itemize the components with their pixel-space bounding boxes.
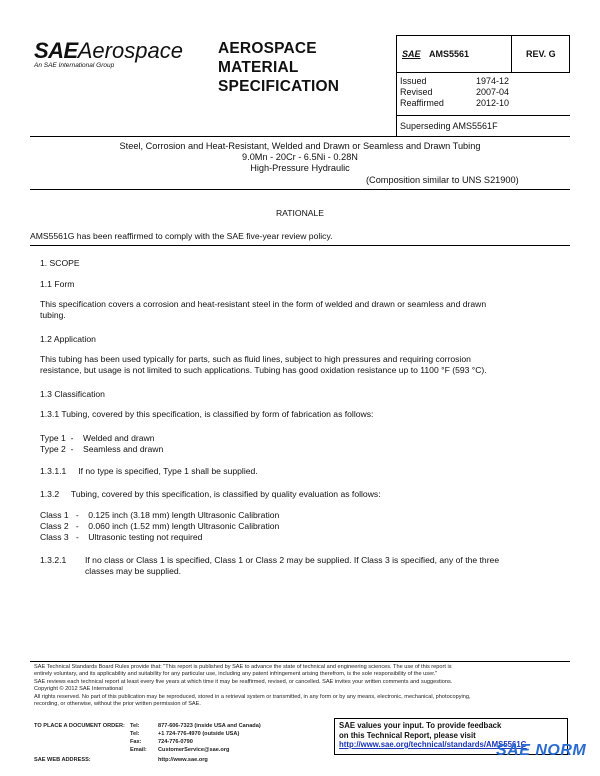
type-2-item: Type 2 - Seamless and drawn (40, 443, 164, 454)
section-1-3-2-1-line-b: classes may be supplied. (85, 565, 182, 576)
class-1-item: Class 1 - 0.125 inch (3.18 mm) length Ultrasonic Calibration (40, 510, 280, 520)
section-1-1-line-a: This specification covers a corrosion and heat-resistant steel in the form of welded and drawn or seamless and drawn (40, 299, 487, 309)
revised-value: 2007-04 (476, 87, 510, 97)
section-1-2-line-b: resistance, but usage is not limited to such applications. Tubing has good oxidation resistance up to 1100 °F (593 °C). (40, 364, 487, 375)
subject-block (30, 141, 570, 174)
subject-bottom-rule (30, 189, 570, 190)
web-value: http://www.sae.org (158, 757, 208, 763)
type-list (40, 433, 163, 455)
reaffirmed-label: Reaffirmed (400, 98, 444, 108)
footer-rights-line-b: recording, or otherwise, without the prior written permission of SAE. (34, 701, 201, 708)
revised-label: Revised (400, 87, 433, 97)
issued-label: Issued (400, 76, 427, 86)
section-1-2-heading: 1.2 Application (40, 334, 96, 344)
rationale-text: AMS5561G has been reaffirmed to comply with the SAE five-year review policy. (30, 231, 333, 241)
logo-sae-text: SAE (34, 38, 78, 63)
feedback-line-1: SAE values your input. To provide feedback (339, 721, 502, 730)
sae-norm-watermark: SAE NORM (496, 742, 587, 759)
issued-row (400, 76, 518, 86)
section-1-3-1-text: 1.3.1 Tubing, covered by this specification, is classified by form of fabrication as follows: (40, 409, 374, 419)
header-bottom-rule (30, 136, 570, 137)
header-top-rule (396, 35, 570, 36)
scope-heading: 1. SCOPE (40, 258, 80, 268)
revised-row (400, 87, 518, 97)
footer-rules-line-b: entirely voluntary, and its applicability and suitability for any particular use, including any patent infringement arising therefrom, is the sole responsibility of the user." (34, 671, 438, 678)
section-1-3-1-1-text: 1.3.1.1 If no type is specified, Type 1 shall be supplied. (40, 466, 258, 476)
section-1-3-2-1-line-a: If no class or Class 1 is specified, Class 1 or Class 2 may be supplied. If Class 3 is specified, any of the three (85, 555, 500, 565)
footer-rules-line-a: SAE Technical Standards Board Rules provide that: "This report is published by SAE to advance the state of technical and engineering sciences. The use of this report is (34, 664, 452, 670)
reaffirmed-value: 2012-10 (476, 98, 510, 108)
fax-label: Fax: (130, 739, 142, 745)
sae-logo (34, 38, 183, 64)
footer-copyright: Copyright © 2012 SAE International (34, 686, 123, 693)
footer-review-note: SAE reviews each technical report at least every five years at which time it may be reaffirmed, revised, or cancelled. SAE invites your written comments and suggestions. (34, 678, 453, 685)
fax-value: 724-776-0790 (158, 739, 193, 745)
rationale-heading: RATIONALE (275, 208, 325, 218)
title-line-1: AEROSPACE (218, 40, 317, 57)
section-1-3-2-1-number: 1.3.2.1 (40, 555, 67, 565)
email-value: CustomerService@sae.org (158, 747, 230, 753)
subject-line-2: 9.0Mn - 20Cr - 6.5Ni - 0.28N (242, 152, 358, 162)
web-label: SAE WEB ADDRESS: (34, 757, 91, 763)
revision-divider (511, 35, 512, 72)
logo-aerospace-text: Aerospace (77, 38, 183, 63)
revision-label: REV. G (526, 49, 556, 59)
title-line-3: SPECIFICATION (218, 78, 340, 95)
section-1-3-2-1-text (85, 555, 565, 577)
doc-sae-mark: SAE (402, 49, 421, 59)
tel2-label: Tel: (130, 731, 140, 737)
header-divider (396, 35, 397, 136)
feedback-line-2: on this Technical Report, please visit (339, 730, 476, 740)
document-number (402, 49, 469, 59)
tel-value: 877-606-7323 (inside USA and Canada) (158, 723, 261, 729)
rationale-bottom-rule (30, 245, 570, 246)
tel2-value: +1 724-776-4970 (outside USA) (158, 731, 240, 737)
issued-value: 1974-12 (476, 76, 510, 86)
section-1-1-text (40, 299, 560, 321)
reaffirmed-row (400, 98, 518, 108)
header-right-edge (569, 35, 570, 72)
title-line-2: MATERIAL (218, 59, 299, 76)
tel-label: Tel: (130, 723, 140, 729)
section-1-1-line-b: tubing. (40, 309, 66, 320)
subject-line-3: High-Pressure Hydraulic (250, 163, 350, 173)
logo-tagline: An SAE International Group (34, 62, 115, 69)
subject-line-1: Steel, Corrosion and Heat-Resistant, Welded and Drawn or Seamless and Drawn Tubing (119, 141, 481, 151)
section-1-2-line-a: This tubing has been used typically for parts, such as fluid lines, subject to high pressures and requiring corrosion (40, 354, 471, 364)
class-list (40, 510, 279, 542)
class-2-item: Class 2 - 0.060 inch (1.52 mm) length Ultrasonic Calibration (40, 520, 280, 531)
subject-composition: (Composition similar to UNS S21900) (366, 175, 519, 185)
section-1-3-heading: 1.3 Classification (40, 389, 105, 399)
feedback-link[interactable]: http://www.sae.org/technical/standards/AMS5561G (339, 740, 527, 749)
footer-legal (34, 664, 568, 708)
section-1-2-text (40, 354, 560, 376)
docnum-bottom-rule (396, 72, 570, 73)
section-1-3-2-text: 1.3.2 Tubing, covered by this specification, is classified by quality evaluation as follows: (40, 489, 381, 499)
section-1-1-heading: 1.1 Form (40, 279, 75, 289)
footer-rights-line-a: All rights reserved. No part of this publication may be reproduced, stored in a retrieval system or transmitted, in any form or by any means, electronic, mechanical, photocopying, (34, 693, 471, 700)
type-1-item: Type 1 - Welded and drawn (40, 433, 155, 443)
footer-top-rule (30, 661, 570, 662)
doc-type-title (218, 39, 339, 96)
doc-number: AMS5561 (429, 49, 470, 59)
class-3-item: Class 3 - Ultrasonic testing not required (40, 531, 203, 542)
order-label: TO PLACE A DOCUMENT ORDER: (34, 723, 125, 729)
superseding-top-rule (396, 115, 570, 116)
superseding-note: Superseding AMS5561F (400, 121, 498, 131)
email-label: Email: (130, 747, 147, 753)
